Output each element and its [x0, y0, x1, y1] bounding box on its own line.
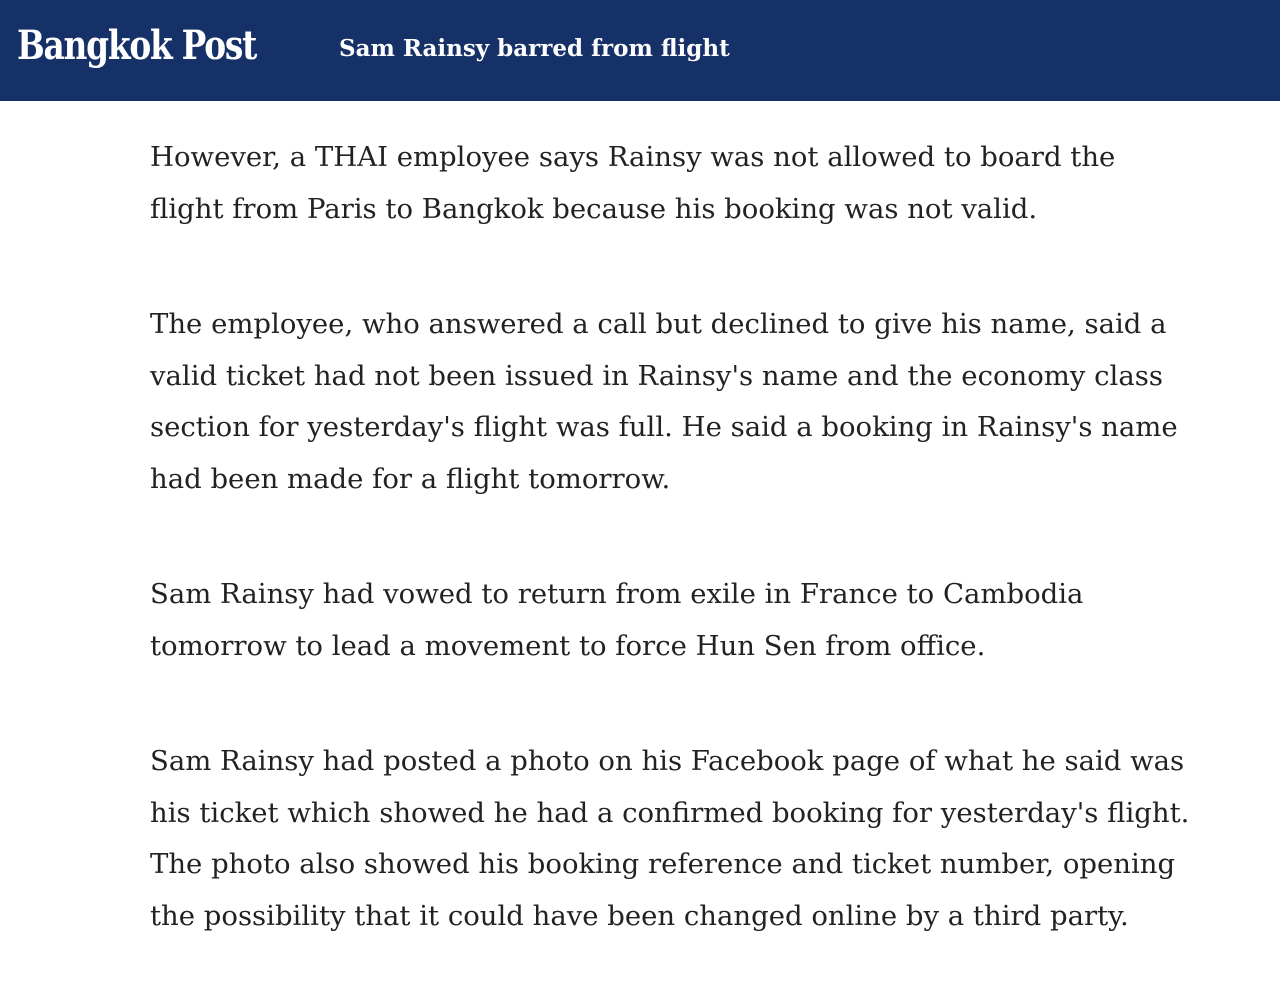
paragraph-line: Sam Rainsy had posted a photo on his Facebook page of what he said was [150, 745, 1185, 777]
paragraph-line: The employee, who answered a call but declined to give his name, said a [150, 308, 1167, 340]
paragraph-line: tomorrow to lead a movement to force Hun Sen from office. [150, 629, 986, 662]
paragraph-line: The photo also showed his booking reference and ticket number, opening [150, 848, 1176, 880]
article-paragraph [150, 569, 1160, 672]
paragraph-line: However, a THAI employee says Rainsy was not allowed to board the [150, 141, 1116, 173]
paragraph-line: flight from Paris to Bangkok because his booking was not valid. [150, 192, 1038, 225]
article-paragraph [150, 132, 1160, 235]
paragraph-line: his ticket which showed he had a confirmed booking for yesterday's flight. [150, 796, 1190, 829]
site-header [0, 0, 1280, 101]
article-paragraph [150, 736, 1190, 942]
paragraph-line: valid ticket had not been issued in Rainsy's name and the economy class [150, 359, 1163, 392]
site-logo[interactable]: Bangkok Post [17, 22, 257, 69]
article-headline: Sam Rainsy barred from flight [339, 35, 730, 62]
paragraph-line: section for yesterday's flight was full. He said a booking in Rainsy's name [150, 411, 1178, 443]
paragraph-line: had been made for a flight tomorrow. [150, 462, 671, 495]
paragraph-line: the possibility that it could have been changed online by a third party. [150, 899, 1129, 932]
article-body [150, 132, 1190, 942]
paragraph-line: Sam Rainsy had vowed to return from exile in France to Cambodia [150, 578, 1084, 610]
article-paragraph [150, 299, 1178, 505]
